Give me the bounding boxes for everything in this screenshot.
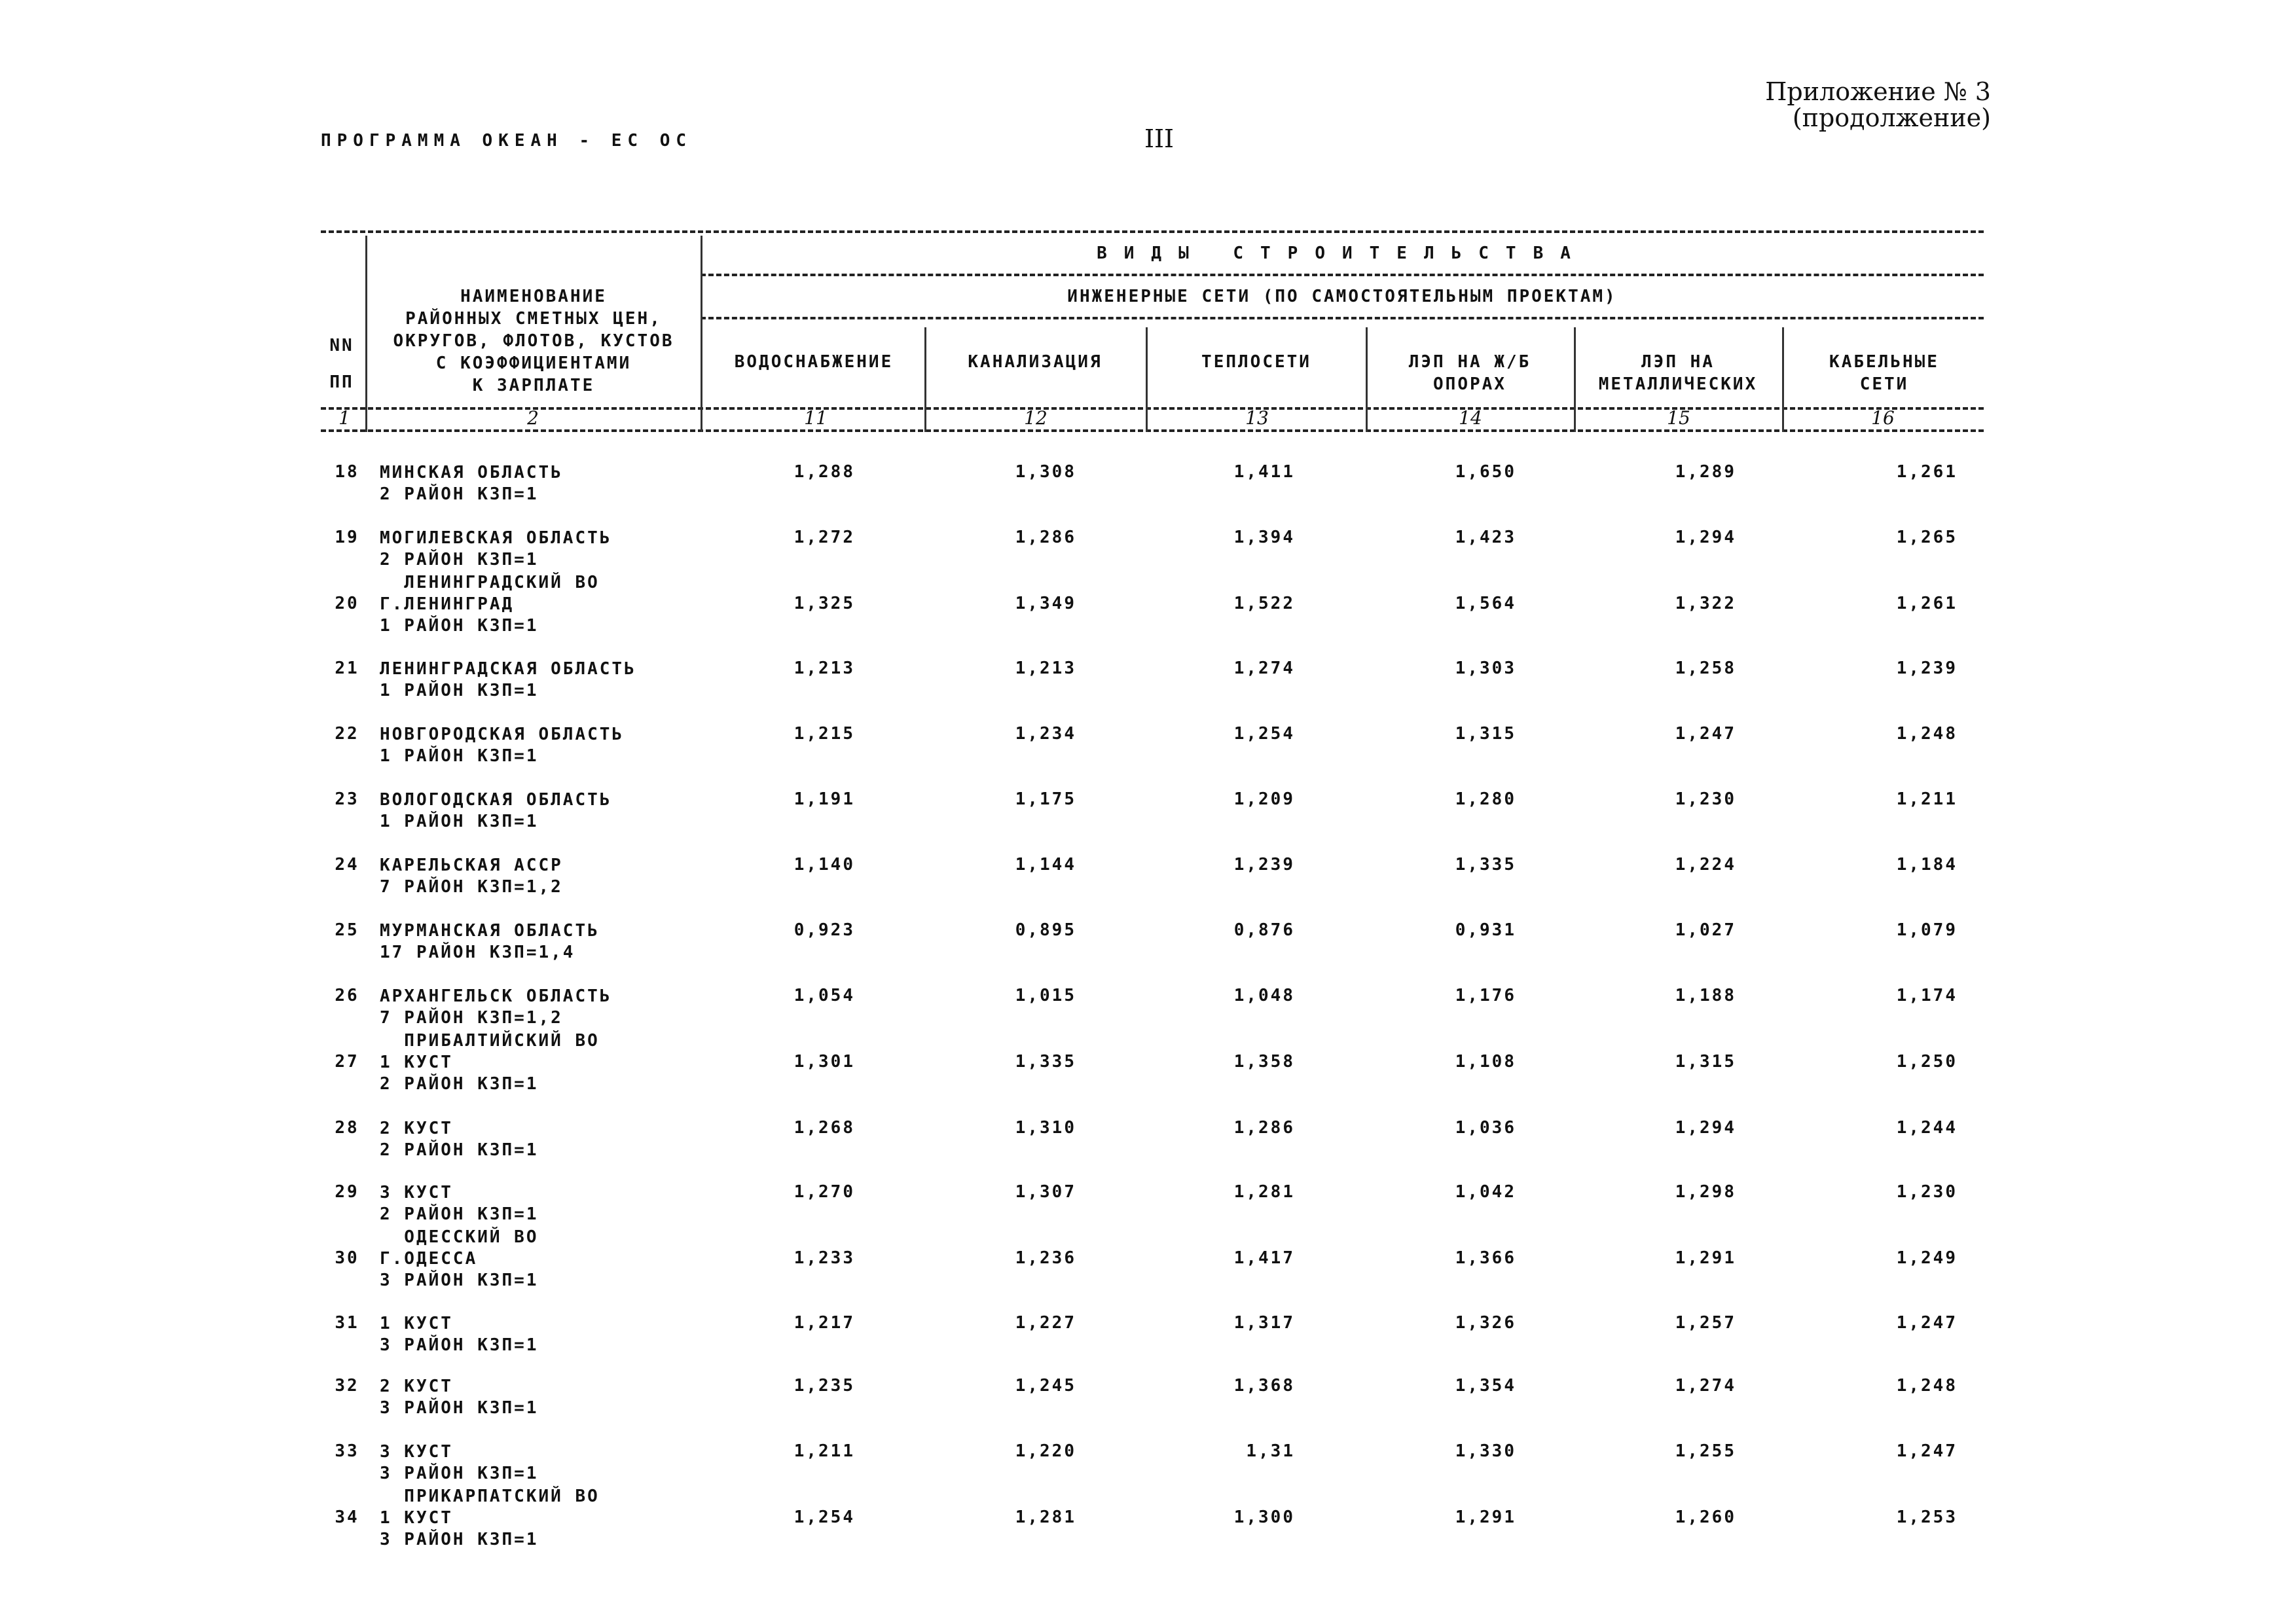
cell-power-metal: 1,258 (1675, 659, 1736, 678)
cell-sewerage: 1,245 (1015, 1376, 1076, 1396)
cell-power-metal: 1,247 (1675, 724, 1736, 744)
cell-heat: 1,358 (1233, 1052, 1295, 1072)
cell-heat: 1,209 (1233, 789, 1295, 809)
cell-water: 1,301 (793, 1052, 855, 1072)
cell-power-metal: 1,274 (1675, 1376, 1736, 1396)
col-number: 13 (1245, 407, 1269, 429)
header-bottom-rule (321, 429, 1984, 432)
cell-cable: 1,250 (1896, 1052, 1958, 1072)
cell-water: 1,054 (793, 986, 855, 1005)
row-name: МИНСКАЯ ОБЛАСТЬ 2 РАЙОН КЗП=1 (380, 463, 563, 504)
header-top-rule (321, 230, 1984, 233)
cell-power-metal: 1,260 (1675, 1507, 1736, 1527)
program-label: ПРОГРАММА ОКЕАН - ЕС ОС (321, 131, 693, 151)
row-number: 21 (335, 659, 359, 678)
row-number: 31 (335, 1313, 359, 1333)
cell-water: 0,923 (793, 920, 855, 940)
cell-heat: 1,317 (1233, 1313, 1295, 1333)
cell-cable: 1,265 (1896, 528, 1958, 547)
col-name-line: РАЙОННЫХ СМЕТНЫХ ЦЕН, (405, 309, 662, 329)
cell-sewerage: 0,895 (1015, 920, 1076, 940)
cell-power-metal: 1,294 (1675, 528, 1736, 547)
appendix-subtitle: (продолжение) (1792, 103, 1991, 132)
row-name: 3 КУСТ 2 РАЙОН КЗП=1 (380, 1183, 539, 1224)
row-number: 19 (335, 528, 359, 547)
cell-power-metal: 1,298 (1675, 1182, 1736, 1202)
cell-sewerage: 1,236 (1015, 1248, 1076, 1268)
col-divider (701, 236, 702, 432)
cell-sewerage: 1,349 (1015, 594, 1076, 613)
col-header-heat: ТЕПЛОСЕТИ (1201, 352, 1311, 372)
cell-water: 1,254 (793, 1507, 855, 1527)
row-number: 33 (335, 1441, 359, 1461)
row-number: 26 (335, 986, 359, 1005)
cell-power-concrete: 1,330 (1455, 1441, 1516, 1461)
cell-heat: 1,048 (1233, 986, 1295, 1005)
appendix-label (1650, 79, 1991, 131)
cell-power-metal: 1,322 (1675, 594, 1736, 613)
row-name: АРХАНГЕЛЬСК ОБЛАСТЬ 7 РАЙОН КЗП=1,2 (380, 986, 612, 1028)
col-divider (365, 236, 367, 432)
row-number: 30 (335, 1248, 359, 1268)
col-name-line: ОКРУГОВ, ФЛОТОВ, КУСТОВ (393, 331, 674, 351)
col-number: 16 (1871, 407, 1895, 429)
col-number: 2 (527, 407, 539, 429)
cell-power-concrete: 0,931 (1455, 920, 1516, 940)
col-header-cable: КАБЕЛЬНЫЕ (1829, 352, 1939, 372)
row-name: НОВГОРОДСКАЯ ОБЛАСТЬ 1 РАЙОН КЗП=1 (380, 725, 625, 766)
col-divider (924, 327, 926, 432)
row-number: 23 (335, 789, 359, 809)
cell-cable: 1,261 (1896, 594, 1958, 613)
cell-sewerage: 1,227 (1015, 1313, 1076, 1333)
cell-power-metal: 1,315 (1675, 1052, 1736, 1072)
col-number: 14 (1459, 407, 1482, 429)
cell-water: 1,270 (793, 1182, 855, 1202)
cell-cable: 1,253 (1896, 1507, 1958, 1527)
cell-power-metal: 1,230 (1675, 789, 1736, 809)
row-name: 2 КУСТ 2 РАЙОН КЗП=1 (380, 1119, 539, 1160)
cell-water: 1,140 (793, 855, 855, 875)
cell-heat: 1,394 (1233, 528, 1295, 547)
row-number: 18 (335, 462, 359, 482)
cell-sewerage: 1,310 (1015, 1118, 1076, 1138)
col-divider (1366, 327, 1368, 432)
group-title: ВИДЫ СТРОИТЕЛЬСТВА (1097, 244, 1588, 263)
cell-heat: 1,274 (1233, 659, 1295, 678)
row-name: ЛЕНИНГРАДСКИЙ ВО Г.ЛЕНИНГРАД 1 РАЙОН КЗП=1 (380, 573, 600, 636)
cell-power-metal: 1,257 (1675, 1313, 1736, 1333)
cell-power-concrete: 1,291 (1455, 1507, 1516, 1527)
cell-water: 1,217 (793, 1313, 855, 1333)
cell-heat: 1,239 (1233, 855, 1295, 875)
cell-power-concrete: 1,366 (1455, 1248, 1516, 1268)
cell-heat: 1,417 (1233, 1248, 1295, 1268)
cell-sewerage: 1,220 (1015, 1441, 1076, 1461)
cell-sewerage: 1,234 (1015, 724, 1076, 744)
row-name: 2 КУСТ 3 РАЙОН КЗП=1 (380, 1377, 539, 1418)
cell-water: 1,288 (793, 462, 855, 482)
cell-sewerage: 1,308 (1015, 462, 1076, 482)
cell-power-metal: 1,027 (1675, 920, 1736, 940)
cell-power-concrete: 1,176 (1455, 986, 1516, 1005)
cell-cable: 1,248 (1896, 1376, 1958, 1396)
cell-water: 1,215 (793, 724, 855, 744)
cell-cable: 1,184 (1896, 855, 1958, 875)
cell-cable: 1,230 (1896, 1182, 1958, 1202)
row-number: 34 (335, 1507, 359, 1527)
col-name-line: К ЗАРПЛАТЕ (472, 376, 595, 395)
row-number: 25 (335, 920, 359, 940)
row-name: ПРИКАРПАТСКИЙ ВО 1 КУСТ 3 РАЙОН КЗП=1 (380, 1487, 600, 1549)
cell-power-concrete: 1,423 (1455, 528, 1516, 547)
row-number: 20 (335, 594, 359, 613)
col-nn-header: NN ПП (329, 336, 354, 392)
col-divider (1782, 327, 1784, 432)
cell-power-concrete: 1,326 (1455, 1313, 1516, 1333)
col-header-power-concrete: ЛЭП НА Ж/Б (1408, 352, 1531, 372)
cell-power-metal: 1,289 (1675, 462, 1736, 482)
cell-water: 1,235 (793, 1376, 855, 1396)
row-number: 28 (335, 1118, 359, 1138)
row-name: ОДЕССКИЙ ВО Г.ОДЕССА 3 РАЙОН КЗП=1 (380, 1227, 539, 1290)
row-number: 32 (335, 1376, 359, 1396)
col-name-header (373, 285, 694, 397)
cell-power-concrete: 1,036 (1455, 1118, 1516, 1138)
row-name: КАРЕЛЬСКАЯ АССР 7 РАЙОН КЗП=1,2 (380, 856, 563, 897)
cell-water: 1,325 (793, 594, 855, 613)
subgroup-title: ИНЖЕНЕРНЫЕ СЕТИ (ПО САМОСТОЯТЕЛЬНЫМ ПРОЕКТАМ) (1067, 287, 1617, 306)
cell-sewerage: 1,175 (1015, 789, 1076, 809)
cell-sewerage: 1,307 (1015, 1182, 1076, 1202)
row-number: 22 (335, 724, 359, 744)
cell-water: 1,211 (793, 1441, 855, 1461)
cell-power-metal: 1,255 (1675, 1441, 1736, 1461)
row-number: 24 (335, 855, 359, 875)
cell-heat: 1,281 (1233, 1182, 1295, 1202)
cell-power-concrete: 1,650 (1455, 462, 1516, 482)
cell-heat: 1,286 (1233, 1118, 1295, 1138)
cell-power-concrete: 1,042 (1455, 1182, 1516, 1202)
cell-cable: 1,079 (1896, 920, 1958, 940)
col-divider (1146, 327, 1148, 432)
cell-heat: 1,411 (1233, 462, 1295, 482)
cell-power-metal: 1,188 (1675, 986, 1736, 1005)
row-name: МОГИЛЕВСКАЯ ОБЛАСТЬ 2 РАЙОН КЗП=1 (380, 528, 612, 569)
cell-cable: 1,247 (1896, 1441, 1958, 1461)
cell-power-concrete: 1,564 (1455, 594, 1516, 613)
page-number: III (1144, 124, 1175, 153)
cell-sewerage: 1,286 (1015, 528, 1076, 547)
group-rule (701, 274, 1984, 276)
col-number: 15 (1667, 407, 1690, 429)
cell-sewerage: 1,015 (1015, 986, 1076, 1005)
col-header-water: ВОДОСНАБЖЕНИЕ (734, 352, 894, 372)
col-name-line: С КОЭФФИЦИЕНТАМИ (435, 353, 632, 373)
cell-power-metal: 1,224 (1675, 855, 1736, 875)
appendix-title: Приложение № 3 (1765, 77, 1991, 106)
col-number: 1 (338, 407, 350, 429)
col-header-cable-2: СЕТИ (1859, 374, 1909, 394)
col-name-line: НАИМЕНОВАНИЕ (460, 287, 607, 306)
cell-cable: 1,261 (1896, 462, 1958, 482)
col-number: 11 (804, 407, 828, 429)
cell-cable: 1,248 (1896, 724, 1958, 744)
cell-cable: 1,244 (1896, 1118, 1958, 1138)
cell-cable: 1,211 (1896, 789, 1958, 809)
cell-water: 1,213 (793, 659, 855, 678)
cell-power-concrete: 1,303 (1455, 659, 1516, 678)
col-header-power-metal-2: МЕТАЛЛИЧЕСКИХ (1598, 374, 1758, 394)
cell-sewerage: 1,281 (1015, 1507, 1076, 1527)
cell-power-concrete: 1,354 (1455, 1376, 1516, 1396)
cell-cable: 1,174 (1896, 986, 1958, 1005)
column-rule (321, 407, 1984, 410)
cell-power-metal: 1,294 (1675, 1118, 1736, 1138)
cell-power-metal: 1,291 (1675, 1248, 1736, 1268)
subgroup-rule (701, 317, 1984, 319)
row-name: 3 КУСТ 3 РАЙОН КЗП=1 (380, 1442, 539, 1483)
row-number: 27 (335, 1052, 359, 1072)
cell-water: 1,233 (793, 1248, 855, 1268)
cell-water: 1,268 (793, 1118, 855, 1138)
cell-power-concrete: 1,335 (1455, 855, 1516, 875)
cell-sewerage: 1,144 (1015, 855, 1076, 875)
cell-water: 1,191 (793, 789, 855, 809)
row-name: МУРМАНСКАЯ ОБЛАСТЬ 17 РАЙОН КЗП=1,4 (380, 921, 600, 962)
cell-power-concrete: 1,315 (1455, 724, 1516, 744)
row-number: 29 (335, 1182, 359, 1202)
cell-heat: 1,254 (1233, 724, 1295, 744)
cell-heat: 0,876 (1233, 920, 1295, 940)
cell-heat: 1,368 (1233, 1376, 1295, 1396)
row-name: ЛЕНИНГРАДСКАЯ ОБЛАСТЬ 1 РАЙОН КЗП=1 (380, 659, 636, 700)
col-number: 12 (1024, 407, 1048, 429)
cell-power-concrete: 1,280 (1455, 789, 1516, 809)
row-name: ПРИБАЛТИЙСКИЙ ВО 1 КУСТ 2 РАЙОН КЗП=1 (380, 1031, 600, 1094)
col-header-power-metal: ЛЭП НА (1641, 352, 1715, 372)
cell-sewerage: 1,213 (1015, 659, 1076, 678)
cell-cable: 1,247 (1896, 1313, 1958, 1333)
cell-heat: 1,300 (1233, 1507, 1295, 1527)
cell-sewerage: 1,335 (1015, 1052, 1076, 1072)
cell-heat: 1,31 (1246, 1441, 1295, 1461)
row-name: ВОЛОГОДСКАЯ ОБЛАСТЬ 1 РАЙОН КЗП=1 (380, 790, 612, 831)
cell-heat: 1,522 (1233, 594, 1295, 613)
cell-cable: 1,249 (1896, 1248, 1958, 1268)
cell-cable: 1,239 (1896, 659, 1958, 678)
col-header-sewerage: КАНАЛИЗАЦИЯ (968, 352, 1102, 372)
col-header-power-concrete-2: ОПОРАХ (1433, 374, 1506, 394)
col-divider (1574, 327, 1576, 432)
cell-water: 1,272 (793, 528, 855, 547)
row-name: 1 КУСТ 3 РАЙОН КЗП=1 (380, 1314, 539, 1355)
cell-power-concrete: 1,108 (1455, 1052, 1516, 1072)
